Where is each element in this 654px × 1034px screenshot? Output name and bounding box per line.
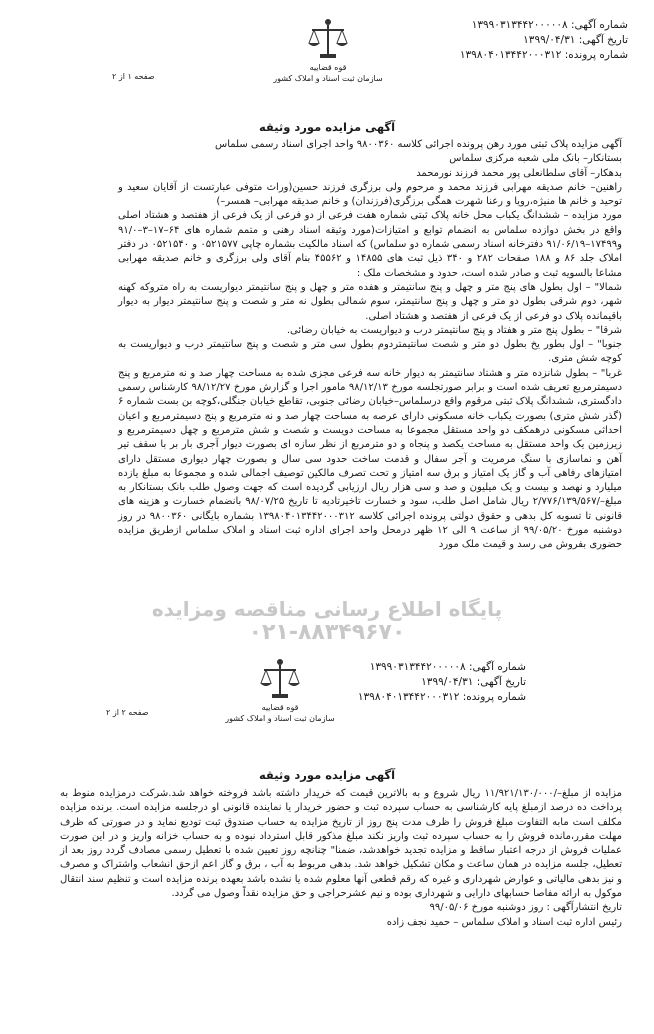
paragraph: غربا" – بطول شانزده متر و هشتاد سانتیمتر به دیوار خانه سه فرعی مجزی شده به مساحت چهار صد و نه مترمربع و پنج دسیمترمربع تعریف شده است و برابر صورتجلسه مورخ ۹۸/۱۲/۱۳ مامور اجرا و گزارش مورخ ۹۸/۱۲/۲۷ کارشناس رسمی دادگستری، ششدانگ پلاک ثبتی مرقوم واقع درسلماس–خیابان رضائی جنوبی، تقاطع خیابان جنگلی،کوچه بن بست شماره ۶ (گذر شش متری) بصورت یکباب خانه مسکونی دارای عرصه به مساحت چهار صد و نه مترمربع و پنج دسیمترمربع و اعیان احداثی مسکونی درهمکف دو واحد مستقل مجموعا به مساحت دویست و شصت و شش مترمربع و چهل دسیمترمربع و زیرزمین یک واحد مستقل به مساحت یکصد و پنجاه و دو مترمربع از نظر سازه ای بصورت دیوار آجری بار بر با سقف تیر آهن و نماسازی با سنگ مرمریت و آجر سفال و قدمت ساخت حدود سی سال و بصورت چهار دیواری مستقل دارای امتیازهای رفاهی آب و گاز یک امتیاز و برق سه امتیاز و تحت تصرف مالکین توصیف اجمالی شده و مجموعا به مبلغ یازده میلیارد و نهصد و بیست و یک میلیون و صد و سی هزار ریال ارزیابی گردیده است که جهت وصول طلب بانک بستانکار به مبلغ–/۲/۷۷۶/۱۳۹/۵۶۷ ریال شامل اصل طلب، سود و خسارت تاخیرتادیه تا تاریخ ۹۸/۰۷/۲۵ بانضمام خسارت و هزینه های قانونی تا تسویه کل بدهی و حقوق دولتی پرونده اجرائی کلاسه ۱۳۹۸۰۴۰۱۳۴۴۲۰۰۰۳۱۲ بشماره بایگانی ۹۸۰۰۳۶۰ در روز دوشنبه مورخ ۹۹/۰۵/۲۰ از ساعت ۹ الی ۱۲ ظهر درمحل واحد اجرای اداره ثبت اسناد و املاک سلماس ازطریق مزایده حضوری بفروش می رسد و قیمت ملک مورد (118, 367, 623, 551)
case-number: شماره پرونده: ۱۳۹۸۰۴۰۱۳۴۴۲۰۰۰۳۱۲ (357, 691, 526, 703)
ad-date: تاریخ آگهی: ۱۳۹۹/۰۴/۳۱ (421, 676, 526, 688)
ad-date: تاریخ آگهی: ۱۳۹۹/۰۴/۳۱ (523, 34, 628, 46)
ad-title: آگهی مزایده مورد وثیقه (258, 768, 396, 782)
page-number: صفحه ۲ از ۲ (106, 708, 149, 717)
ad-number: شماره آگهی: ۱۳۹۹۰۳۱۳۴۴۲۰۰۰۰۰۸ (369, 661, 526, 673)
paragraph: شرقا" – بطول پنج متر و هفتاد و پنج سانتیمتر درب و دیواریست به خیابان رضائی. (286, 324, 622, 336)
case-number: شماره پرونده: ۱۳۹۸۰۴۰۱۳۴۴۲۰۰۰۳۱۲ (459, 49, 628, 61)
ad-body (118, 138, 622, 553)
emblem-line-1: قوه قضاییه (309, 63, 347, 72)
paragraph: مزایده از مبلغ–/۱۱/۹۲۱/۱۳۰/۰۰۰ ریال شروع و به بالاترین قیمت که خریدار داشته باشد فروخته خواهد شد.شرکت درمزایده منوط به پرداخت ده درصد ازمبلغ پایه کارشناسی به حساب سپرده ثبت و حضور خریدار یا نماینده قانونی او درجلسه مزایده است. برنده مزایده مکلف است مابه التفاوت مبلغ فروش را ظرف مدت پنج روز از تاریخ مزایده به حساب صندوق ثبت تودیع نماید و در صورتی که ظرف مهلت مقرر،مانده فروش را به حساب سپرده ثبت واریز نکند مبلغ مذکور قابل استرداد نبوده و به حساب خزانه واریز و در این صورت عملیات فروش از درجه اعتبار ساقط و مزایده تجدید خواهدشد، ضمنا" چنانچه روز تعیین شده با تعطیل رسمی مصادف گردد روز بعد از تعطیل، جلسه مزایده در همان ساعت و مکان تشکیل خواهد شد. بدهی مربوط به آب ، برق و گاز اعم ازحق انشعاب واشتراک و مصرف و نیز بدهی مالیاتی و عوارض شهرداری و غیره که رقم قطعی آنها معلوم شده یا نشده باشد بعهده برنده مزایده است و تنظیم سند انتقال موکول به ارائه مفاصا حسابهای دارایی و شهرداری بوده و نیم عشرحراجی و حق مزایده نقداً وصول می گردد. (60, 788, 623, 900)
paragraph: مورد مزایده – ششدانگ یکباب محل خانه پلاک ثبتی شماره هفت فرعی از دو فرعی از یک فرعی از هفتصد و هشتاد اصلی واقع در بخش دوازده سلماس به انضمام توابع و امتیازات(مورد وثیقه اسناد رهنی و متمم شماره های ۶۴–۱۷–۳–۹۱/۰ و۱۷۴۹۹–۹۱/۰۶/۱۹ دفترخانه اسناد رسمی شماره دو سلماس) که اسناد مالکیت بشماره چاپی ۰۵۲۱۵۷۷ و ۰۵۲۱۵۴۰ در دفتر املاک جلد ۸۶ و ۱۸۸ صفحات ۲۸۲ و ۳۴۰ ذیل ثبت های ۱۴۸۵۵ و ۴۵۵۶۲ بنام آقای ولی برزگری و خانم صدیقه مهرابی مشاعا بالسویه ثبت و صادر شده است، حدود و مشخصات ملک : (118, 210, 623, 279)
ad-meta (358, 660, 526, 705)
page-number: صفحه ۱ از ۲ (112, 72, 155, 81)
watermark-line-1: پایگاه اطلاع رسانی مناقصه ومزایده (151, 597, 503, 621)
ad-number: شماره آگهی: ۱۳۹۹۰۳۱۳۴۴۲۰۰۰۰۰۸ (471, 19, 628, 31)
ad-page-2 (0, 640, 654, 1034)
emblem-line-2: سازمان ثبت اسناد و املاک کشور (225, 714, 335, 723)
emblem-line-1: قوه قضاییه (261, 703, 299, 712)
paragraph: جنوبا" – اول بطور یخ بطول دو متر و شصت سانتیمتردوم بطول سی متر و شصت و پنج سانتیمتر درب و دیواریست به کوچه شش متری. (118, 339, 622, 365)
judiciary-emblem (190, 656, 370, 724)
paragraph: بستانکار– بانک ملی شعبه مرکزی سلماس (449, 153, 622, 165)
scales-of-justice-icon (306, 16, 350, 62)
watermark-line-2: ۰۲۱-۸۸۳۴۹۶۷۰ (248, 620, 406, 645)
ad-meta (460, 18, 628, 63)
ad-body (60, 787, 622, 930)
paragraph: شمالا" – اول بطول های پنج متر و چهل و پنج سانتیمتر و هفده متر و چهل و پنج سانتیمتر دیواریست به راه متروکه کهنه شهر، دوم شرقی بطول دو متر و چهل و پنج سانتیمتر، سوم شمالی بطول نه متر و شصت و پنج سانتیمتر دیوار به دیوار باقیمانده پلاک دو فرعی از یک فرعی از هفتصد و هشتاد اصلی. (118, 281, 622, 322)
judiciary-emblem (238, 16, 418, 84)
paragraph: رئیس اداره ثبت اسناد و املاک سلماس – حمید نجف زاده (386, 916, 622, 928)
ad-title: آگهی مزایده مورد وثیقه (258, 120, 396, 134)
emblem-line-2: سازمان ثبت اسناد و املاک کشور (273, 74, 383, 83)
paragraph: راهنین– خانم صدیقه مهرابی فرزند محمد و مرحوم ولی برزگری فرزند حسین(وراث متوفی عبارتست از آقایان سعید و توحید و خانم ها منیژه،رویا و رعنا شهرت همگی برزگری(فرزندان) و خانم صدیقه مهرابی– همسر–) (118, 181, 622, 208)
paragraph: تاریخ انتشارآگهی : روز دوشنبه مورخ ۹۹/۰۵/۰۶ (429, 902, 622, 914)
scales-of-justice-icon (258, 656, 302, 702)
paragraph: آگهی مزایده پلاک ثبتی مورد رهن پرونده اجرائی کلاسه ۹۸۰۰۳۶۰ واحد اجرای اسناد رسمی سلماس (215, 139, 622, 150)
paragraph: بدهکار– آقای سلطانعلی پور محمد فرزند نورمحمد (416, 167, 622, 179)
